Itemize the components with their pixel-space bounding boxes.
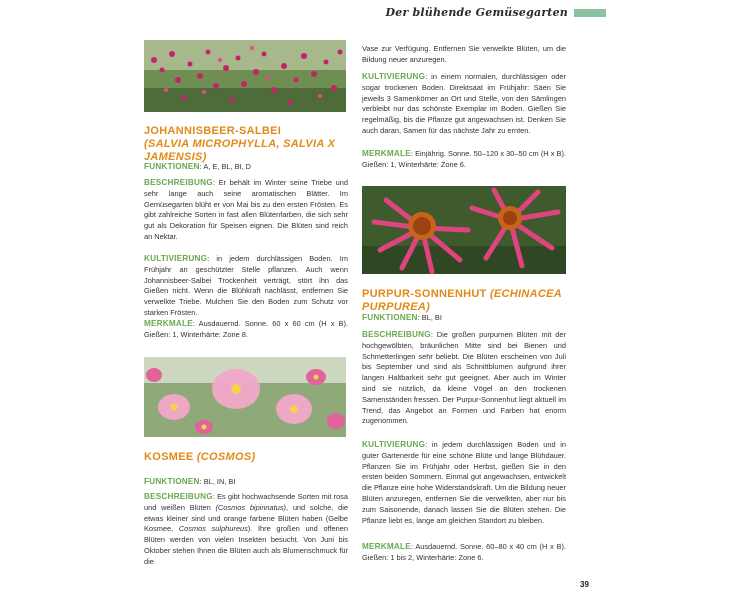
kosmee-title xyxy=(144,451,350,464)
salbei-title-latin: (SALVIA MICROPHYLLA, SALVIA X JAMENSIS) xyxy=(144,138,336,163)
sonnenhut-beschreibung: BESCHREIBUNG: Die großen purpurnen Blüten mit der hochgewölbten, bräunlichen Mitte sind bei Bienen und Schmetterlingen sehr beliebt. Die Blüten erscheinen von Juli bis September und sind als Schnittblumen aufgrund ihrer langen Haltbarkeit sehr gut geeignet. Aber auch im Winter sind sie nützlich, da kleine Vögel an den trockenen Samenständen fressen. Der Purpur-Sonnenhut liegt aktuell im Trend, das Angebot an Formen und Farben hat enorm zugenommen. xyxy=(362,330,566,426)
sonnenhut-kultivierung: KULTIVIERUNG: in jedem durchlässigen Boden und in guter Gartenerde für eine schöne Blüte und lange Blühdauer. Pflanzen Sie im Frühjahr oder Herbst, gießen Sie in den ersten beiden Sommern. Einmal gut angewachsen, entwickelt die Pflanze eine hohe Widerstandskraft. Um die Bildung neuer Blüten anzuregen, entfernen Sie die verwelkten, aber nur bis zum Saisonende, danach lassen Sie die Blüten stehen. Die Pflanze liebt es, lange am gleichen Standort zu bleiben. xyxy=(362,440,566,525)
kosmee-title-main: KOSMEE xyxy=(144,451,194,463)
salbei-beschreibung: BESCHREIBUNG: Er behält im Winter seine Triebe und sehr lange auch seine aromatischen Blätter. Im Gemüsegarten blüht er von Mai bis zu den ersten Frösten. Es gibt zahlreiche Sorten in fast allen Blütenfarben, die sich sehr gut als Dekoration für Speisen eignen. Die Blüten sind reich an Nektar. xyxy=(144,178,348,241)
salbei-merkmale: MERKMALE: Ausdauernd. Sonne. 60 x 60 cm (H x B). Gießen: 1, Winterhärte: Zone 8. xyxy=(144,319,348,339)
salbei-funktionen: FUNKTIONEN: A, E, BL, BI, D xyxy=(144,162,252,171)
sonnenhut-title xyxy=(362,288,568,314)
kosmee-merkmale: MERKMALE: Einjährig. Sonne. 50–120 x 30–50 cm (H x B). Gießen: 1, Winterhärte: Zone 6. xyxy=(362,149,566,169)
page-number: 39 xyxy=(580,580,589,589)
sonnenhut-title-main: PURPUR-SONNENHUT xyxy=(362,288,487,300)
salbei-title xyxy=(144,125,350,164)
echinacea-photo xyxy=(362,186,566,274)
funktionen-label: FUNKTIONEN xyxy=(144,162,200,171)
kultivierung-label: KULTIVIERUNG xyxy=(362,440,426,449)
header-accent-bar xyxy=(574,9,606,17)
kultivierung-label: KULTIVIERUNG xyxy=(362,72,426,81)
sonnenhut-title-latin: (ECHINACEA PURPUREA) xyxy=(362,288,562,313)
kosmee-title-latin: (COSMOS) xyxy=(196,451,256,463)
beschreibung-label: BESCHREIBUNG xyxy=(144,178,213,187)
kultivierung-label: KULTIVIERUNG xyxy=(144,254,208,263)
kosmee-funktionen: FUNKTIONEN: BL, IN, BI xyxy=(144,477,236,486)
funktionen-label: FUNKTIONEN xyxy=(362,313,418,322)
cosmos-photo xyxy=(144,357,346,437)
kosmee-kultivierung: KULTIVIERUNG: in einem normalen, durchlässigen oder sogar trockenen Boden. Direktsaat im Frühjahr: Säen Sie jeweils 3 Samenkörner an Ort und Stelle, von den Sämlingen verbleibt nur das schönste Exemplar im Boden. Gießen Sie regelmäßig, bis die Pflanze gut angewachsen ist. Denken Sie auch daran, Samen für das nächste Jahr zu ernten. xyxy=(362,72,566,135)
sonnenhut-funktionen: FUNKTIONEN: BL, BI xyxy=(362,313,442,322)
merkmale-label: MERKMALE xyxy=(362,542,411,551)
header-title: Der blühende Gemüsegarten xyxy=(385,6,568,19)
kosmee-continued: Vase zur Verfügung. Entfernen Sie verwelkte Blüten, um die Bildung neuer anzuregen. xyxy=(362,44,566,64)
salbei-title-main: JOHANNISBEER-SALBEI xyxy=(144,125,282,137)
salbei-kultivierung: KULTIVIERUNG: in jedem durchlässigen Boden. Im Frühjahr an geschützter Stelle pflanzen. Auch wenn Johannisbeer-Salbei Trockenheit verträgt, stört ihn das Gießen nicht. Wenn die Blühkraft nachlässt, entfernen Sie verwelkte Triebe. Mulchen Sie den Boden zum Schutz vor starken Frösten. xyxy=(144,254,348,317)
beschreibung-label: BESCHREIBUNG xyxy=(144,492,213,501)
salvia-photo xyxy=(144,40,346,112)
beschreibung-label: BESCHREIBUNG xyxy=(362,330,431,339)
kosmee-beschreibung: BESCHREIBUNG: Es gibt hochwachsende Sorten mit rosa und weißen Blüten (Cosmos bipinnatus), und solche, die etwas kleiner sind und orange farbene Blüten haben (Gelbe Kosmee, Cosmos sulphureus). Ihre großen und offenen Blüten werden von vielen Insekten besucht. Von Juni bis Oktober stehen Ihnen die Blüten auch als Blumenschmuck für die xyxy=(144,492,348,566)
sonnenhut-merkmale: MERKMALE: Ausdauernd. Sonne. 60–80 x 40 cm (H x B). Gießen: 1 bis 2, Winterhärte: Zone 6. xyxy=(362,542,566,562)
merkmale-label: MERKMALE xyxy=(362,149,411,158)
merkmale-label: MERKMALE xyxy=(144,319,193,328)
funktionen-label: FUNKTIONEN xyxy=(144,477,200,486)
